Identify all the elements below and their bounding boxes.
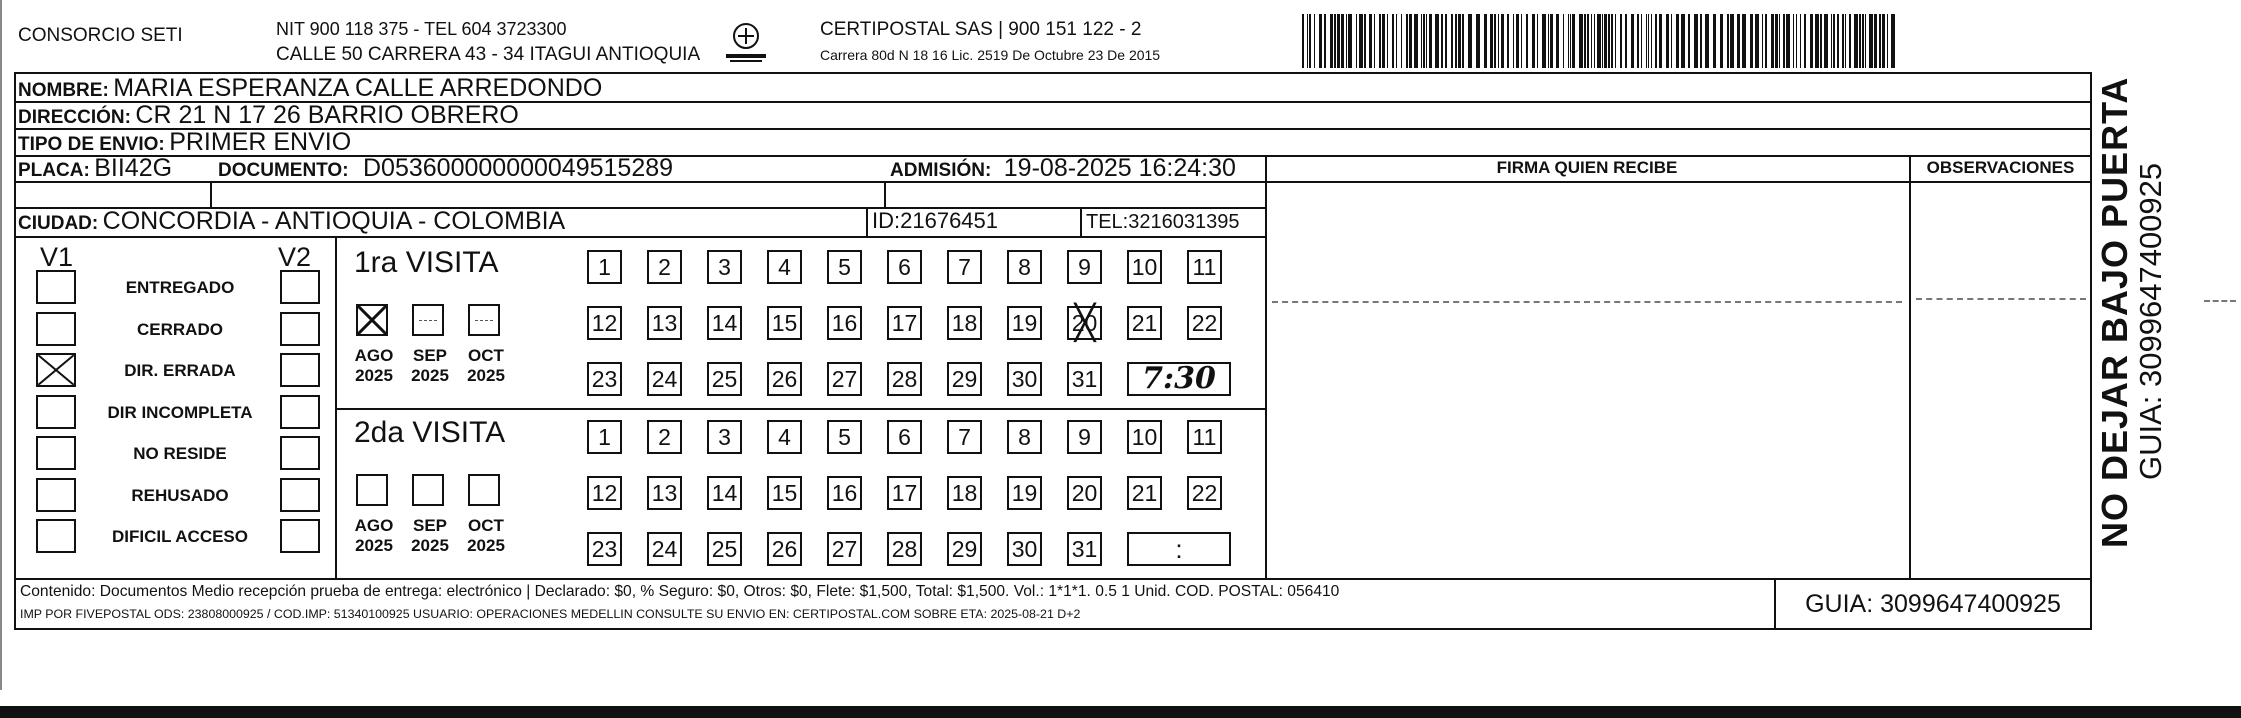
- tel-label: TEL:: [1086, 211, 1129, 233]
- day-box[interactable]: 18: [947, 476, 982, 510]
- day-box[interactable]: 20: [1067, 476, 1102, 510]
- placa-label: PLACA:: [18, 160, 90, 181]
- id-label: ID:: [872, 208, 901, 233]
- v1-checkbox[interactable]: [36, 312, 76, 346]
- bottom-rule: [0, 706, 2241, 718]
- month-checkbox[interactable]: [468, 474, 500, 506]
- id-row: [872, 210, 998, 232]
- day-box[interactable]: 23: [587, 362, 622, 396]
- month-year: 2025: [355, 536, 393, 555]
- month-year: 2025: [411, 366, 449, 385]
- day-box[interactable]: 8: [1007, 420, 1042, 454]
- month-name: SEP: [412, 516, 448, 535]
- day-box[interactable]: 29: [947, 362, 982, 396]
- day-box[interactable]: 20 ╳: [1067, 306, 1102, 340]
- month-label: [405, 346, 455, 386]
- certipostal-logo-icon: [724, 20, 768, 64]
- month-year: 2025: [411, 536, 449, 555]
- day-box[interactable]: 31: [1067, 532, 1102, 566]
- day-box[interactable]: 5: [827, 250, 862, 284]
- month-checkbox[interactable]: [412, 474, 444, 506]
- day-box[interactable]: 28: [887, 362, 922, 396]
- day-box[interactable]: 1: [587, 250, 622, 284]
- day-box[interactable]: 3: [707, 420, 742, 454]
- firma-header: FIRMA QUIEN RECIBE: [1496, 158, 1678, 177]
- month-checkbox[interactable]: [356, 304, 388, 336]
- day-box[interactable]: 12: [587, 476, 622, 510]
- day-box[interactable]: 10: [1127, 250, 1162, 284]
- day-box[interactable]: 11: [1187, 250, 1222, 284]
- tel-row: [1086, 212, 1239, 232]
- day-box[interactable]: 2: [647, 420, 682, 454]
- day-box[interactable]: 2: [647, 250, 682, 284]
- day-box[interactable]: 4: [767, 250, 802, 284]
- admision-value: 19-08-2025 16:24:30: [1003, 154, 1236, 182]
- day-box[interactable]: 16: [827, 306, 862, 340]
- day-box[interactable]: 12: [587, 306, 622, 340]
- day-box[interactable]: 24: [647, 362, 682, 396]
- documento-row: [218, 156, 673, 181]
- day-box[interactable]: 15: [767, 476, 802, 510]
- day-box[interactable]: 8: [1007, 250, 1042, 284]
- day-box[interactable]: 27: [827, 362, 862, 396]
- month-name: AGO: [354, 516, 394, 535]
- company-name: CONSORCIO SETI: [18, 25, 183, 46]
- day-box[interactable]: 6: [887, 420, 922, 454]
- day-box[interactable]: 9: [1067, 420, 1102, 454]
- documento-label: DOCUMENTO:: [218, 160, 349, 181]
- month-checkbox[interactable]: [356, 474, 388, 506]
- month-label: [461, 516, 511, 556]
- placa-value: BII42G: [94, 154, 173, 182]
- day-box[interactable]: 3: [707, 250, 742, 284]
- day-box[interactable]: 30: [1007, 362, 1042, 396]
- v2-checkbox[interactable]: [280, 312, 320, 346]
- day-box[interactable]: 17: [887, 306, 922, 340]
- time-field[interactable]: :: [1127, 532, 1231, 566]
- direccion-row: [18, 103, 519, 128]
- day-box[interactable]: 19: [1007, 476, 1042, 510]
- day-box[interactable]: 6: [887, 250, 922, 284]
- v1-checkbox[interactable]: [36, 353, 76, 387]
- status-label: ENTREGADO: [125, 278, 235, 297]
- footer-contenido: Contenido: Documentos Medio recepción prueba de entrega: electrónico | Declarado: $0, % Seguro: $0, Otros: $0, Flete: $1,500, Total: $1,500. Vol.: 1*1*1. 0.5 1 Unid. COD. POSTAL: 056410: [20, 583, 1340, 600]
- ciudad-value: CONCORDIA - ANTIOQUIA - COLOMBIA: [102, 207, 566, 235]
- status-label: REHUSADO: [131, 486, 229, 505]
- month-year: 2025: [467, 366, 505, 385]
- status-label: NO RESIDE: [133, 444, 227, 463]
- documento-value: D053600000000049515289: [363, 154, 674, 182]
- day-box[interactable]: 21: [1127, 476, 1162, 510]
- month-checkbox[interactable]: [468, 304, 500, 336]
- day-box[interactable]: 10: [1127, 420, 1162, 454]
- nit-line: NIT 900 118 375 - TEL 604 3723300: [276, 19, 567, 39]
- month-year: 2025: [355, 366, 393, 385]
- side-guia: GUIA: 3099647400925: [2133, 162, 2168, 480]
- day-box[interactable]: 11: [1187, 420, 1222, 454]
- day-box[interactable]: 27: [827, 532, 862, 566]
- status-label: DIR. ERRADA: [124, 361, 236, 380]
- day-box[interactable]: 25: [707, 362, 742, 396]
- day-box[interactable]: 19: [1007, 306, 1042, 340]
- company-address: CALLE 50 CARRERA 43 - 34 ITAGUI ANTIOQUIA: [276, 44, 701, 65]
- tipo-envio-label: TIPO DE ENVIO:: [18, 134, 165, 155]
- month-name: OCT: [468, 346, 504, 365]
- day-box[interactable]: 17: [887, 476, 922, 510]
- v1-checkbox[interactable]: [36, 436, 76, 470]
- direccion-label: DIRECCIÓN:: [18, 107, 131, 128]
- month-year: 2025: [467, 536, 505, 555]
- tipo-envio-row: [18, 130, 351, 155]
- tipo-envio-value: PRIMER ENVIO: [169, 128, 352, 156]
- certipostal-line-1: CERTIPOSTAL SAS | 900 151 122 - 2: [820, 19, 1142, 40]
- status-label: CERRADO: [137, 320, 223, 339]
- day-box[interactable]: 4: [767, 420, 802, 454]
- v2-checkbox[interactable]: [280, 519, 320, 553]
- v2-checkbox[interactable]: [280, 478, 320, 512]
- day-box[interactable]: 22: [1187, 306, 1222, 340]
- barcode: [1302, 14, 1896, 68]
- nombre-row: [18, 76, 602, 101]
- month-label: [405, 516, 455, 556]
- day-box[interactable]: 21: [1127, 306, 1162, 340]
- month-label: [349, 346, 399, 386]
- time-field[interactable]: 7:30: [1127, 362, 1231, 396]
- nombre-value: MARIA ESPERANZA CALLE ARREDONDO: [113, 74, 603, 102]
- day-box[interactable]: 14: [707, 476, 742, 510]
- v2-checkbox[interactable]: [280, 353, 320, 387]
- v1-checkbox[interactable]: [36, 519, 76, 553]
- v2-checkbox[interactable]: [280, 436, 320, 470]
- nombre-label: NOMBRE:: [18, 80, 109, 101]
- day-box[interactable]: 25: [707, 532, 742, 566]
- month-name: OCT: [468, 516, 504, 535]
- day-box[interactable]: 26: [767, 532, 802, 566]
- day-box[interactable]: 23: [587, 532, 622, 566]
- ciudad-label: CIUDAD:: [18, 213, 99, 234]
- day-box[interactable]: 30: [1007, 532, 1042, 566]
- status-label: DIFICIL ACCESO: [111, 527, 248, 546]
- month-name: SEP: [412, 346, 448, 365]
- status-label: DIR INCOMPLETA: [107, 403, 253, 422]
- admision-label: ADMISIÓN:: [890, 160, 992, 181]
- side-no-dejar: NO DEJAR BAJO PUERTA: [2094, 76, 2135, 548]
- v2-checkbox[interactable]: [280, 395, 320, 429]
- admision-row: [890, 156, 1236, 181]
- day-box[interactable]: 26: [767, 362, 802, 396]
- month-label: [349, 516, 399, 556]
- v1-checkbox[interactable]: [36, 395, 76, 429]
- month-label: [461, 346, 511, 386]
- day-box[interactable]: 13: [647, 476, 682, 510]
- visit2-title: 2da VISITA: [354, 416, 506, 449]
- id-value: 21676451: [900, 208, 999, 233]
- direccion-value: CR 21 N 17 26 BARRIO OBRERO: [135, 101, 519, 129]
- day-box[interactable]: 1: [587, 420, 622, 454]
- day-box[interactable]: 28: [887, 532, 922, 566]
- tel-value: 3216031395: [1128, 211, 1240, 233]
- left-margin-rule: [0, 0, 2, 690]
- day-box[interactable]: 18: [947, 306, 982, 340]
- day-box[interactable]: 7: [947, 250, 982, 284]
- v1-checkbox[interactable]: [36, 478, 76, 512]
- footer-guia: GUIA: 3099647400925: [1805, 590, 2061, 618]
- footer-imp: IMP POR FIVEPOSTAL ODS: 23808000925 / COD.IMP: 51340100925 USUARIO: OPERACIONES MEDELLIN CONSULTE SU ENVIO EN: CERTIPOSTAL.COM SOBRE ETA: 2025-08-21 D+2: [20, 607, 1081, 621]
- certipostal-line-2: Carrera 80d N 18 16 Lic. 2519 De Octubre 23 De 2015: [820, 47, 1161, 63]
- ciudad-row: [18, 209, 565, 234]
- day-box[interactable]: 7: [947, 420, 982, 454]
- day-box[interactable]: 15: [767, 306, 802, 340]
- day-box[interactable]: 29: [947, 532, 982, 566]
- v1-header: V1: [40, 242, 74, 272]
- day-box[interactable]: 31: [1067, 362, 1102, 396]
- v1-checkbox[interactable]: [36, 270, 76, 304]
- v2-checkbox[interactable]: [280, 270, 320, 304]
- month-name: AGO: [354, 346, 394, 365]
- day-box[interactable]: 13: [647, 306, 682, 340]
- placa-row: [18, 156, 172, 181]
- day-box[interactable]: 22: [1187, 476, 1222, 510]
- observaciones-header: OBSERVACIONES: [1926, 158, 2075, 177]
- day-box[interactable]: 14: [707, 306, 742, 340]
- v2-header: V2: [278, 242, 312, 272]
- day-box[interactable]: 9: [1067, 250, 1102, 284]
- day-box[interactable]: 24: [647, 532, 682, 566]
- day-box[interactable]: 5: [827, 420, 862, 454]
- month-checkbox[interactable]: [412, 304, 444, 336]
- visit1-title: 1ra VISITA: [354, 246, 499, 279]
- day-box[interactable]: 16: [827, 476, 862, 510]
